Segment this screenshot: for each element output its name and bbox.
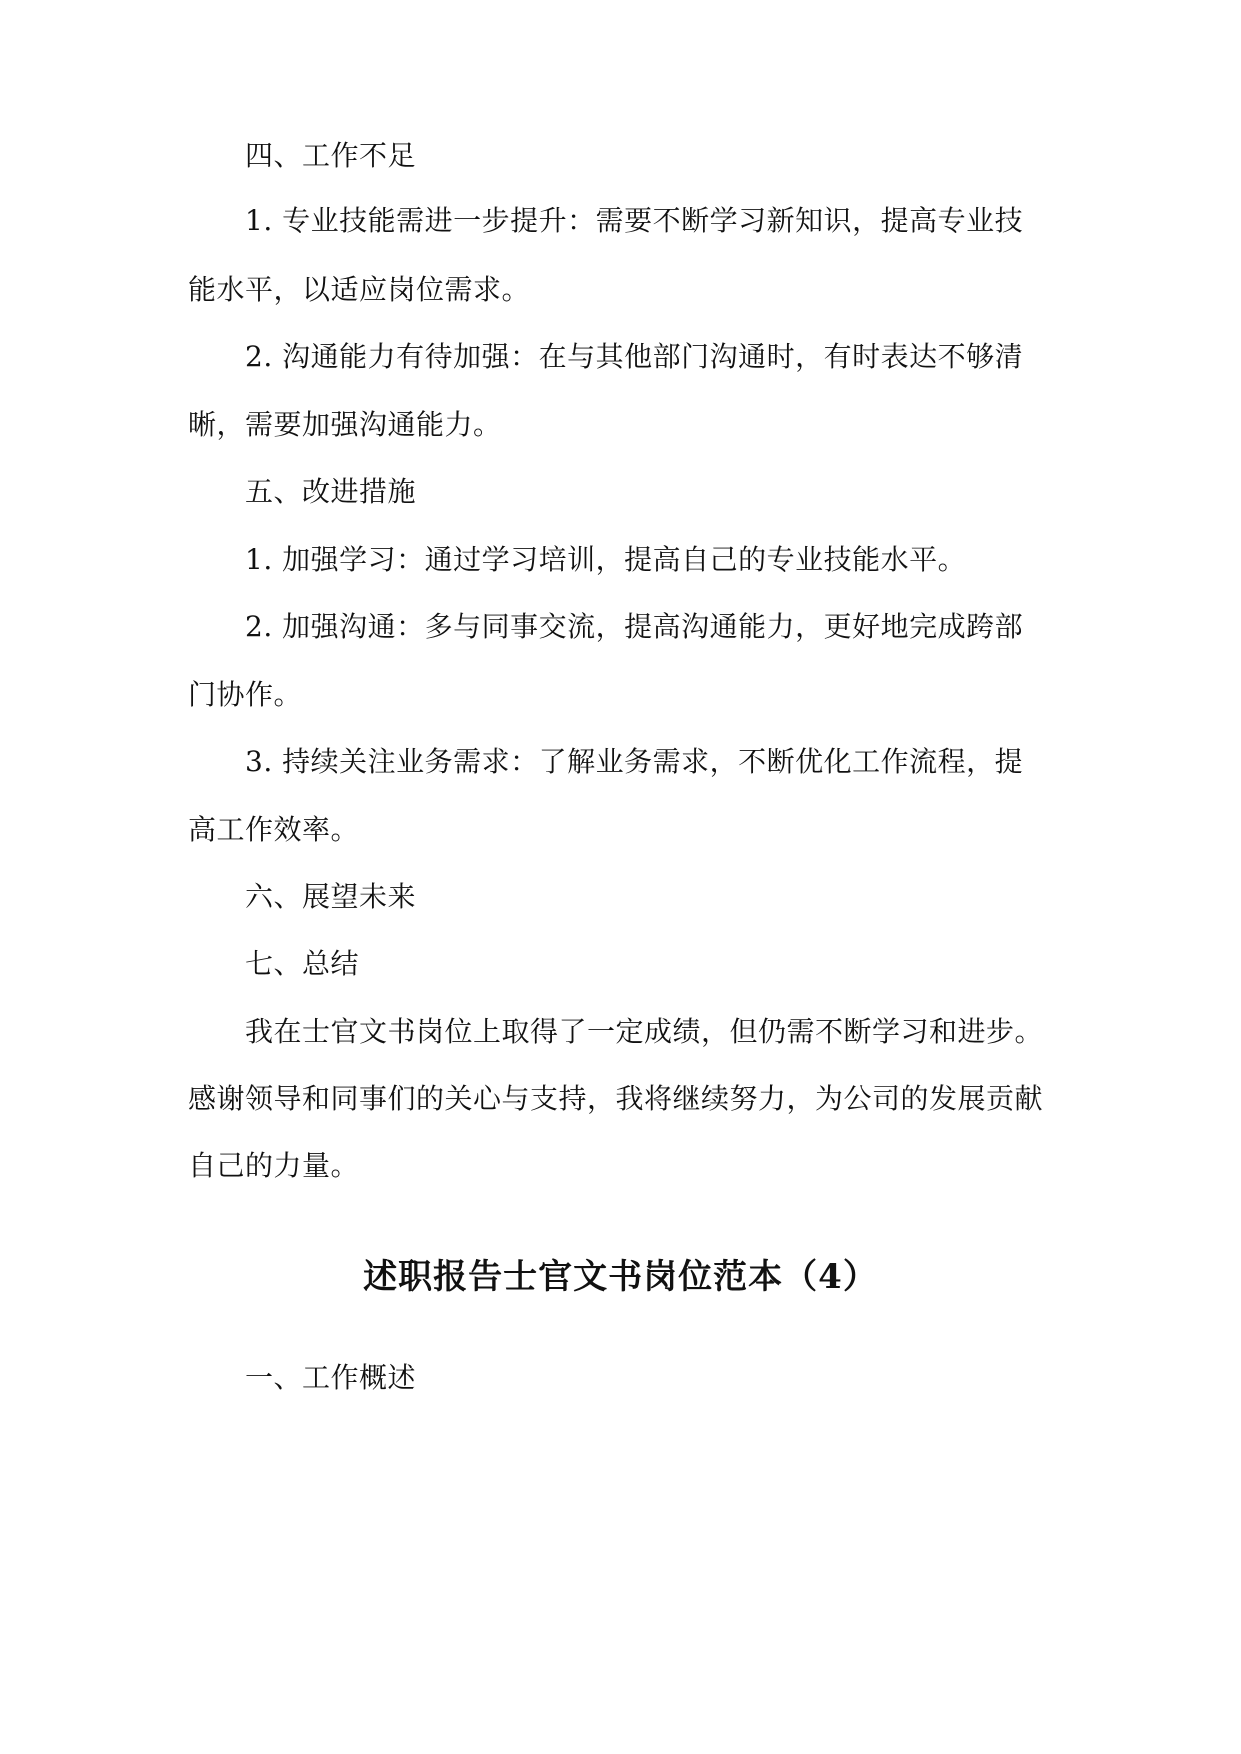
section-heading-overview: 一、工作概述 xyxy=(245,1361,417,1394)
paragraph-line: 1. 专业技能需进一步提升：需要不断学习新知识，提高专业技 xyxy=(245,204,1024,237)
section-heading-summary: 七、总结 xyxy=(245,947,360,980)
paragraph-line: 1. 加强学习：通过学习培训，提高自己的专业技能水平。 xyxy=(245,543,967,576)
section-heading-shortcomings: 四、工作不足 xyxy=(245,139,417,172)
paragraph-line: 2. 加强沟通：多与同事交流，提高沟通能力，更好地完成跨部 xyxy=(245,610,1024,643)
document-title: 述职报告士官文书岗位范本（4） xyxy=(363,1257,878,1297)
paragraph-line: 能水平，以适应岗位需求。 xyxy=(188,273,531,306)
paragraph-line: 高工作效率。 xyxy=(188,813,360,846)
section-heading-outlook: 六、展望未来 xyxy=(245,880,417,913)
paragraph-line: 我在士官文书岗位上取得了一定成绩，但仍需不断学习和进步。 xyxy=(245,1015,1044,1048)
paragraph-line: 2. 沟通能力有待加强：在与其他部门沟通时，有时表达不够清 xyxy=(245,340,1024,373)
paragraph-line: 晰，需要加强沟通能力。 xyxy=(188,408,502,441)
paragraph-line: 自己的力量。 xyxy=(188,1149,360,1182)
section-heading-improvements: 五、改进措施 xyxy=(245,475,417,508)
paragraph-line: 感谢领导和同事们的关心与支持，我将继续努力，为公司的发展贡献 xyxy=(188,1082,1044,1115)
paragraph-line: 3. 持续关注业务需求：了解业务需求，不断优化工作流程，提 xyxy=(245,745,1024,778)
paragraph-line: 门协作。 xyxy=(188,678,303,711)
